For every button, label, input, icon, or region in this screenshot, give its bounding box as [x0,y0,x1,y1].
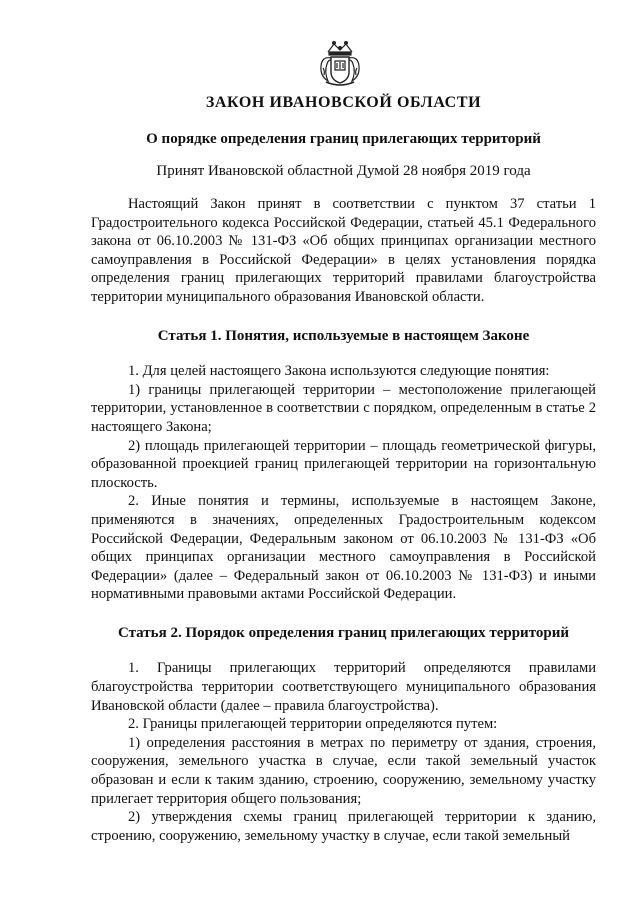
article-2-paragraph: 1. Границы прилегающих территорий определяются правилами благоустройства территории соответствующего муниципального образования Ивановской области (далее – правила благоустройства). [91,660,596,714]
coat-of-arms-icon [318,38,362,88]
article-1-paragraph: 2. Иные понятия и термины, используемые в настоящем Законе, применяются в значениях, определенных Градостроительным кодексом Российской Федерации, Федеральным законом от 06.10.2003 № 131-ФЗ «Об общих принципах организации местного самоуправления в Российской Федерации» (далее – Федеральный закон от 06.10.2003 № 131-ФЗ) и иными нормативными правовыми актами Российской Федерации. [91,493,596,603]
article-2-paragraph: 2. Границы прилегающей территории определяются путем: [128,716,498,733]
article-1-heading: Статья 1. Понятия, используемые в настоящем Законе [157,327,530,344]
article-2-paragraph: 1) определения расстояния в метрах по периметру от здания, строения, сооружения, земельного участка в случае, если такой земельный участок образован и если к таким зданию, строению, сооружению, земельному участку прилегает территория общего пользования; [91,734,596,807]
document-body [91,195,596,845]
article-1-paragraph: 1) границы прилегающей территории – местоположение прилегающей территории, установленное в соответствии с порядком, определенным в статье 2 настоящего Закона; [91,381,596,435]
article-1-paragraph: 1. Для целей настоящего Закона используются следующие понятия: [128,363,550,380]
preamble-paragraph: Настоящий Закон принят в соответствии с пунктом 37 статьи 1 Градостроительного кодекса Российской Федерации, статьей 45.1 Федерального закона от 06.10.2003 № 131-ФЗ «Об общих принципах организации местного самоуправления в Российской Федерации» в целях установления порядка определения границ прилегающих территорий правилами благоустройства территории муниципального образования Ивановской области. [91,196,596,305]
law-title: ЗАКОН ИВАНОВСКОЙ ОБЛАСТИ [205,94,482,111]
law-subtitle: О порядке определения границ прилегающих территорий [146,131,541,147]
article-2-heading: Статья 2. Порядок определения границ прилегающих территорий [118,624,569,641]
article-2-paragraph: 2) утверждения схемы границ прилегающей территории к зданию, строению, сооружению, земельному участку в случае, если такой земельный [91,809,596,844]
article-1-paragraph: 2) площадь прилегающей территории – площадь геометрической фигуры, образованной проекцией границ прилегающей территории на горизонтальную плоскость. [91,437,596,491]
adoption-note: Принят Ивановской областной Думой 28 ноября 2019 года [156,163,531,179]
